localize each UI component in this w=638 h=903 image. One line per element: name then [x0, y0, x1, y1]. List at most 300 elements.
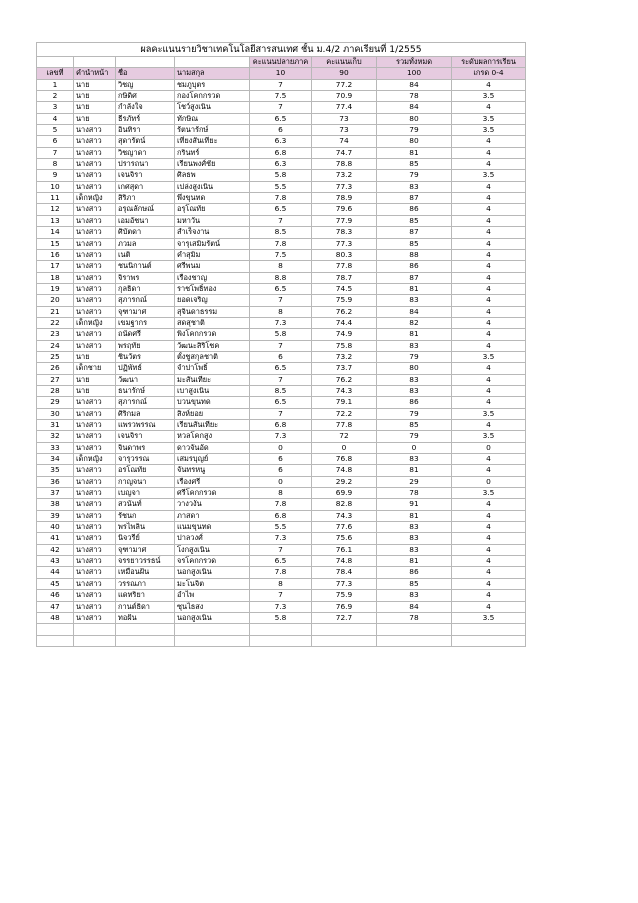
final-score: 6 — [250, 351, 312, 362]
student-last-name: กองโคกกรวด — [175, 91, 250, 102]
student-prefix: นาย — [74, 374, 116, 385]
grade: 4 — [452, 385, 526, 396]
total-score: 78 — [377, 91, 452, 102]
student-first-name: อรุณลักษณ์ — [116, 204, 175, 215]
student-first-name: ปรารถนา — [116, 159, 175, 170]
student-prefix: เด็กหญิง — [74, 454, 116, 465]
coursework-score: 74.9 — [312, 329, 377, 340]
student-last-name: มะโนจิต — [175, 578, 250, 589]
final-score: 7.5 — [250, 91, 312, 102]
table-row — [37, 374, 526, 385]
student-last-name: ปาลวงศ์ — [175, 533, 250, 544]
student-last-name: นอกสูงเนิน — [175, 567, 250, 578]
coursework-score: 74.8 — [312, 465, 377, 476]
final-score: 7 — [250, 215, 312, 226]
student-prefix: นางสาว — [74, 420, 116, 431]
coursework-score: 73.2 — [312, 170, 377, 181]
total-score: 86 — [377, 204, 452, 215]
student-first-name: สุภารกณ์ — [116, 295, 175, 306]
total-score: 91 — [377, 499, 452, 510]
student-no: 48 — [37, 612, 74, 623]
coursework-score: 76.9 — [312, 601, 377, 612]
final-score: 6.5 — [250, 113, 312, 124]
student-no: 24 — [37, 340, 74, 351]
coursework-score: 76.8 — [312, 454, 377, 465]
total-score: 84 — [377, 601, 452, 612]
student-prefix: นางสาว — [74, 442, 116, 453]
student-no: 41 — [37, 533, 74, 544]
table-row — [37, 295, 526, 306]
total-score: 83 — [377, 454, 452, 465]
grade: 4 — [452, 544, 526, 555]
grade: 4 — [452, 147, 526, 158]
student-prefix: นางสาว — [74, 261, 116, 272]
student-no: 21 — [37, 306, 74, 317]
total-score: 86 — [377, 261, 452, 272]
student-prefix: นางสาว — [74, 578, 116, 589]
final-score: 7.8 — [250, 238, 312, 249]
coursework-score: 73 — [312, 125, 377, 136]
student-no: 17 — [37, 261, 74, 272]
grade: 4 — [452, 181, 526, 192]
total-score: 83 — [377, 374, 452, 385]
student-no: 14 — [37, 227, 74, 238]
coursework-score: 73 — [312, 113, 377, 124]
student-prefix: นางสาว — [74, 181, 116, 192]
student-prefix: นางสาว — [74, 612, 116, 623]
grade: 4 — [452, 272, 526, 283]
final-score: 7 — [250, 295, 312, 306]
grade: 4 — [452, 306, 526, 317]
grade: 3.5 — [452, 125, 526, 136]
student-prefix: นางสาว — [74, 488, 116, 499]
header-prefix: คำนำหน้า — [74, 68, 116, 79]
grade: 3.5 — [452, 91, 526, 102]
grade: 3.5 — [452, 408, 526, 419]
student-prefix: นางสาว — [74, 249, 116, 260]
student-prefix: นาย — [74, 385, 116, 396]
student-first-name: แพรวพรรณ — [116, 420, 175, 431]
student-first-name: กาญจนา — [116, 476, 175, 487]
student-last-name: หวลโคกสูง — [175, 431, 250, 442]
total-score: 79 — [377, 408, 452, 419]
header-top-row — [37, 57, 526, 68]
total-score: 81 — [377, 465, 452, 476]
coursework-score: 77.3 — [312, 181, 377, 192]
total-score: 83 — [377, 385, 452, 396]
student-last-name: โงกสูงเนิน — [175, 544, 250, 555]
final-score: 0 — [250, 476, 312, 487]
table-row — [37, 283, 526, 294]
total-score: 83 — [377, 295, 452, 306]
student-first-name: ธนารักษ์ — [116, 385, 175, 396]
student-first-name: จินดาพร — [116, 442, 175, 453]
final-score: 5.8 — [250, 612, 312, 623]
student-last-name: จำปาโพธิ์ — [175, 363, 250, 374]
grade: 3.5 — [452, 351, 526, 362]
final-score: 6 — [250, 125, 312, 136]
student-first-name: ชินวัตร — [116, 351, 175, 362]
table-row — [37, 465, 526, 476]
table-row — [37, 454, 526, 465]
grade: 0 — [452, 476, 526, 487]
total-score: 29 — [377, 476, 452, 487]
header-no: เลขที่ — [37, 68, 74, 79]
total-score: 81 — [377, 556, 452, 567]
student-first-name: สุภารกณ์ — [116, 397, 175, 408]
grade: 4 — [452, 556, 526, 567]
final-score: 7 — [250, 340, 312, 351]
total-score: 84 — [377, 102, 452, 113]
student-last-name: เรืองชาญ — [175, 272, 250, 283]
student-no: 25 — [37, 351, 74, 362]
final-score: 8 — [250, 488, 312, 499]
student-prefix: นางสาว — [74, 147, 116, 158]
student-last-name: เที่ยงสันเทียะ — [175, 136, 250, 147]
blank-row — [37, 624, 526, 635]
student-no: 27 — [37, 374, 74, 385]
student-no: 15 — [37, 238, 74, 249]
final-score: 7.3 — [250, 317, 312, 328]
coursework-score: 78.3 — [312, 227, 377, 238]
student-no: 40 — [37, 522, 74, 533]
grade: 4 — [452, 397, 526, 408]
final-score: 7.8 — [250, 567, 312, 578]
student-prefix: นางสาว — [74, 522, 116, 533]
coursework-score: 78.9 — [312, 193, 377, 204]
student-last-name: ดาวจันอัด — [175, 442, 250, 453]
student-last-name: จารุเสมิมรัตน์ — [175, 238, 250, 249]
grade: 4 — [452, 601, 526, 612]
grade: 4 — [452, 578, 526, 589]
table-row — [37, 306, 526, 317]
student-last-name: แนมขุนทด — [175, 522, 250, 533]
student-prefix: นางสาว — [74, 465, 116, 476]
coursework-score: 74.3 — [312, 510, 377, 521]
student-prefix: นางสาว — [74, 283, 116, 294]
student-first-name: ศิริกมล — [116, 408, 175, 419]
student-last-name: สำเร็จงาน — [175, 227, 250, 238]
final-score: 5.5 — [250, 522, 312, 533]
final-score: 7 — [250, 102, 312, 113]
table-row — [37, 533, 526, 544]
total-score: 82 — [377, 317, 452, 328]
grade: 4 — [452, 340, 526, 351]
student-last-name: คำสุมิม — [175, 249, 250, 260]
student-first-name: จุฑามาศ — [116, 306, 175, 317]
student-last-name: จรโคกกรวด — [175, 556, 250, 567]
grade: 4 — [452, 499, 526, 510]
student-no: 5 — [37, 125, 74, 136]
total-score: 85 — [377, 238, 452, 249]
coursework-score: 77.2 — [312, 79, 377, 90]
student-no: 46 — [37, 590, 74, 601]
table-row — [37, 79, 526, 90]
student-no: 2 — [37, 91, 74, 102]
total-score: 79 — [377, 431, 452, 442]
total-score: 83 — [377, 340, 452, 351]
max-final: 10 — [250, 68, 312, 79]
coursework-score: 73.2 — [312, 351, 377, 362]
total-score: 79 — [377, 125, 452, 136]
student-no: 7 — [37, 147, 74, 158]
student-no: 16 — [37, 249, 74, 260]
total-score: 78 — [377, 488, 452, 499]
header-coursework: คะแนนเก็บ — [312, 57, 377, 68]
table-row — [37, 385, 526, 396]
final-score: 6.5 — [250, 204, 312, 215]
max-coursework: 90 — [312, 68, 377, 79]
student-last-name: พึ่งขุนทด — [175, 193, 250, 204]
grade: 4 — [452, 374, 526, 385]
final-score: 6.3 — [250, 159, 312, 170]
coursework-score: 79.6 — [312, 204, 377, 215]
final-score: 6 — [250, 454, 312, 465]
table-row — [37, 329, 526, 340]
table-row — [37, 442, 526, 453]
coursework-score: 78.4 — [312, 567, 377, 578]
grade: 4 — [452, 454, 526, 465]
student-prefix: เด็กชาย — [74, 363, 116, 374]
student-prefix: นางสาว — [74, 499, 116, 510]
table-row — [37, 397, 526, 408]
total-score: 81 — [377, 329, 452, 340]
student-prefix: นาย — [74, 91, 116, 102]
grade: 4 — [452, 238, 526, 249]
student-last-name: ภาสดา — [175, 510, 250, 521]
student-no: 22 — [37, 317, 74, 328]
grade: 4 — [452, 510, 526, 521]
coursework-score: 77.9 — [312, 215, 377, 226]
grade: 4 — [452, 193, 526, 204]
student-first-name: จรรยาวรรธน์ — [116, 556, 175, 567]
table-row — [37, 136, 526, 147]
table-row — [37, 420, 526, 431]
student-first-name: เขมฐากร — [116, 317, 175, 328]
student-prefix: นางสาว — [74, 159, 116, 170]
coursework-score: 82.8 — [312, 499, 377, 510]
student-first-name: ชนนิกานต์ — [116, 261, 175, 272]
score-table — [36, 42, 526, 647]
final-score: 5.8 — [250, 170, 312, 181]
student-no: 10 — [37, 181, 74, 192]
coursework-score: 74.3 — [312, 385, 377, 396]
student-no: 35 — [37, 465, 74, 476]
coursework-score: 77.6 — [312, 522, 377, 533]
student-first-name: พรไพลิน — [116, 522, 175, 533]
student-no: 36 — [37, 476, 74, 487]
student-no: 39 — [37, 510, 74, 521]
student-prefix: นางสาว — [74, 295, 116, 306]
student-first-name: วรรณภา — [116, 578, 175, 589]
student-last-name: ราชโพธิ์ทอง — [175, 283, 250, 294]
student-no: 9 — [37, 170, 74, 181]
table-row — [37, 215, 526, 226]
final-score: 6.3 — [250, 136, 312, 147]
student-first-name: จารุวรรณ — [116, 454, 175, 465]
table-row — [37, 601, 526, 612]
student-no: 23 — [37, 329, 74, 340]
grade: 4 — [452, 249, 526, 260]
student-prefix: นางสาว — [74, 340, 116, 351]
student-prefix: นางสาว — [74, 329, 116, 340]
student-last-name: สดสุชาติ — [175, 317, 250, 328]
student-last-name: บวนขุนทด — [175, 397, 250, 408]
student-prefix: นาย — [74, 351, 116, 362]
student-no: 30 — [37, 408, 74, 419]
student-no: 20 — [37, 295, 74, 306]
student-last-name: เรืองศรี — [175, 476, 250, 487]
final-score: 7 — [250, 590, 312, 601]
table-row — [37, 340, 526, 351]
student-prefix: นางสาว — [74, 556, 116, 567]
grade: 3.5 — [452, 113, 526, 124]
student-prefix: นาย — [74, 113, 116, 124]
final-score: 6.8 — [250, 147, 312, 158]
student-last-name: มหาวัน — [175, 215, 250, 226]
header-row — [37, 68, 526, 79]
grade: 3.5 — [452, 488, 526, 499]
student-prefix: นางสาว — [74, 215, 116, 226]
student-first-name: ภวมล — [116, 238, 175, 249]
student-first-name: เหมือนฝัน — [116, 567, 175, 578]
final-score: 8.5 — [250, 385, 312, 396]
coursework-score: 77.4 — [312, 102, 377, 113]
student-first-name: อรโณทัย — [116, 465, 175, 476]
coursework-score: 75.6 — [312, 533, 377, 544]
table-row — [37, 181, 526, 192]
total-score: 83 — [377, 533, 452, 544]
student-no: 26 — [37, 363, 74, 374]
student-first-name: ทอฝัน — [116, 612, 175, 623]
total-score: 84 — [377, 306, 452, 317]
max-grade: เกรด 0-4 — [452, 68, 526, 79]
table-row — [37, 612, 526, 623]
max-total: 100 — [377, 68, 452, 79]
student-first-name: กานต์ธิดา — [116, 601, 175, 612]
student-prefix: นางสาว — [74, 227, 116, 238]
table-row — [37, 556, 526, 567]
student-no: 42 — [37, 544, 74, 555]
grade: 4 — [452, 317, 526, 328]
final-score: 7.3 — [250, 601, 312, 612]
grade: 4 — [452, 567, 526, 578]
student-first-name: วิชญาดา — [116, 147, 175, 158]
student-prefix: นางสาว — [74, 567, 116, 578]
blank-row — [37, 635, 526, 646]
student-last-name: กรินทร์ — [175, 147, 250, 158]
coursework-score: 77.8 — [312, 261, 377, 272]
grade: 4 — [452, 590, 526, 601]
student-first-name: สวนันท์ — [116, 499, 175, 510]
student-no: 6 — [37, 136, 74, 147]
total-score: 80 — [377, 136, 452, 147]
grade: 4 — [452, 465, 526, 476]
grade: 4 — [452, 295, 526, 306]
coursework-score: 74.4 — [312, 317, 377, 328]
student-last-name: โชว์สูงเนิน — [175, 102, 250, 113]
final-score: 7 — [250, 374, 312, 385]
table-row — [37, 238, 526, 249]
student-no: 28 — [37, 385, 74, 396]
grade: 4 — [452, 204, 526, 215]
table-row — [37, 204, 526, 215]
table-row — [37, 578, 526, 589]
total-score: 81 — [377, 147, 452, 158]
header-grade: ระดับผลการเรียน — [452, 57, 526, 68]
student-last-name: ชมภูบุตร — [175, 79, 250, 90]
student-no: 34 — [37, 454, 74, 465]
grade: 4 — [452, 159, 526, 170]
total-score: 85 — [377, 215, 452, 226]
page-title: ผลคะแนนรายวิชาเทคโนโลยีสารสนเทศ ชั้น ม.4/2 ภาคเรียนที่ 1/2555 — [37, 43, 526, 57]
final-score: 6.5 — [250, 556, 312, 567]
student-no: 38 — [37, 499, 74, 510]
table-row — [37, 113, 526, 124]
total-score: 79 — [377, 351, 452, 362]
student-last-name: สิงห์ยอย — [175, 408, 250, 419]
coursework-score: 75.9 — [312, 295, 377, 306]
total-score: 85 — [377, 420, 452, 431]
final-score: 8.8 — [250, 272, 312, 283]
final-score: 7 — [250, 544, 312, 555]
total-score: 87 — [377, 227, 452, 238]
grade: 4 — [452, 533, 526, 544]
coursework-score: 77.3 — [312, 578, 377, 589]
final-score: 7.5 — [250, 249, 312, 260]
student-first-name: เจนจิรา — [116, 431, 175, 442]
total-score: 80 — [377, 363, 452, 374]
student-no: 45 — [37, 578, 74, 589]
grade: 3.5 — [452, 431, 526, 442]
total-score: 87 — [377, 272, 452, 283]
coursework-score: 76.2 — [312, 306, 377, 317]
table-row — [37, 317, 526, 328]
header-first-name: ชื่อ — [116, 68, 175, 79]
final-score: 5.5 — [250, 181, 312, 192]
table-row — [37, 351, 526, 362]
header-total: รวมทั้งหมด — [377, 57, 452, 68]
coursework-score: 74.5 — [312, 283, 377, 294]
student-last-name: เบาสูงเนิน — [175, 385, 250, 396]
header-last-name: นามสกุล — [175, 68, 250, 79]
student-first-name: จิราพร — [116, 272, 175, 283]
student-prefix: นางสาว — [74, 476, 116, 487]
table-row — [37, 488, 526, 499]
coursework-score: 73.7 — [312, 363, 377, 374]
total-score: 86 — [377, 397, 452, 408]
student-first-name: กุลธิดา — [116, 283, 175, 294]
student-last-name: ยอดเจริญ — [175, 295, 250, 306]
grade: 4 — [452, 420, 526, 431]
student-no: 8 — [37, 159, 74, 170]
student-last-name: มะสันเทียะ — [175, 374, 250, 385]
table-row — [37, 147, 526, 158]
student-prefix: นางสาว — [74, 544, 116, 555]
student-first-name: รัชนก — [116, 510, 175, 521]
table-row — [37, 476, 526, 487]
student-last-name: ศิลธพ — [175, 170, 250, 181]
student-first-name: เนติ — [116, 249, 175, 260]
final-score: 6.5 — [250, 283, 312, 294]
student-prefix: นางสาว — [74, 601, 116, 612]
student-prefix: นางสาว — [74, 238, 116, 249]
table-row — [37, 590, 526, 601]
student-prefix: นางสาว — [74, 136, 116, 147]
student-last-name: วัฒนะสิริโชค — [175, 340, 250, 351]
total-score: 83 — [377, 522, 452, 533]
student-last-name: สุจินดาธรรม — [175, 306, 250, 317]
